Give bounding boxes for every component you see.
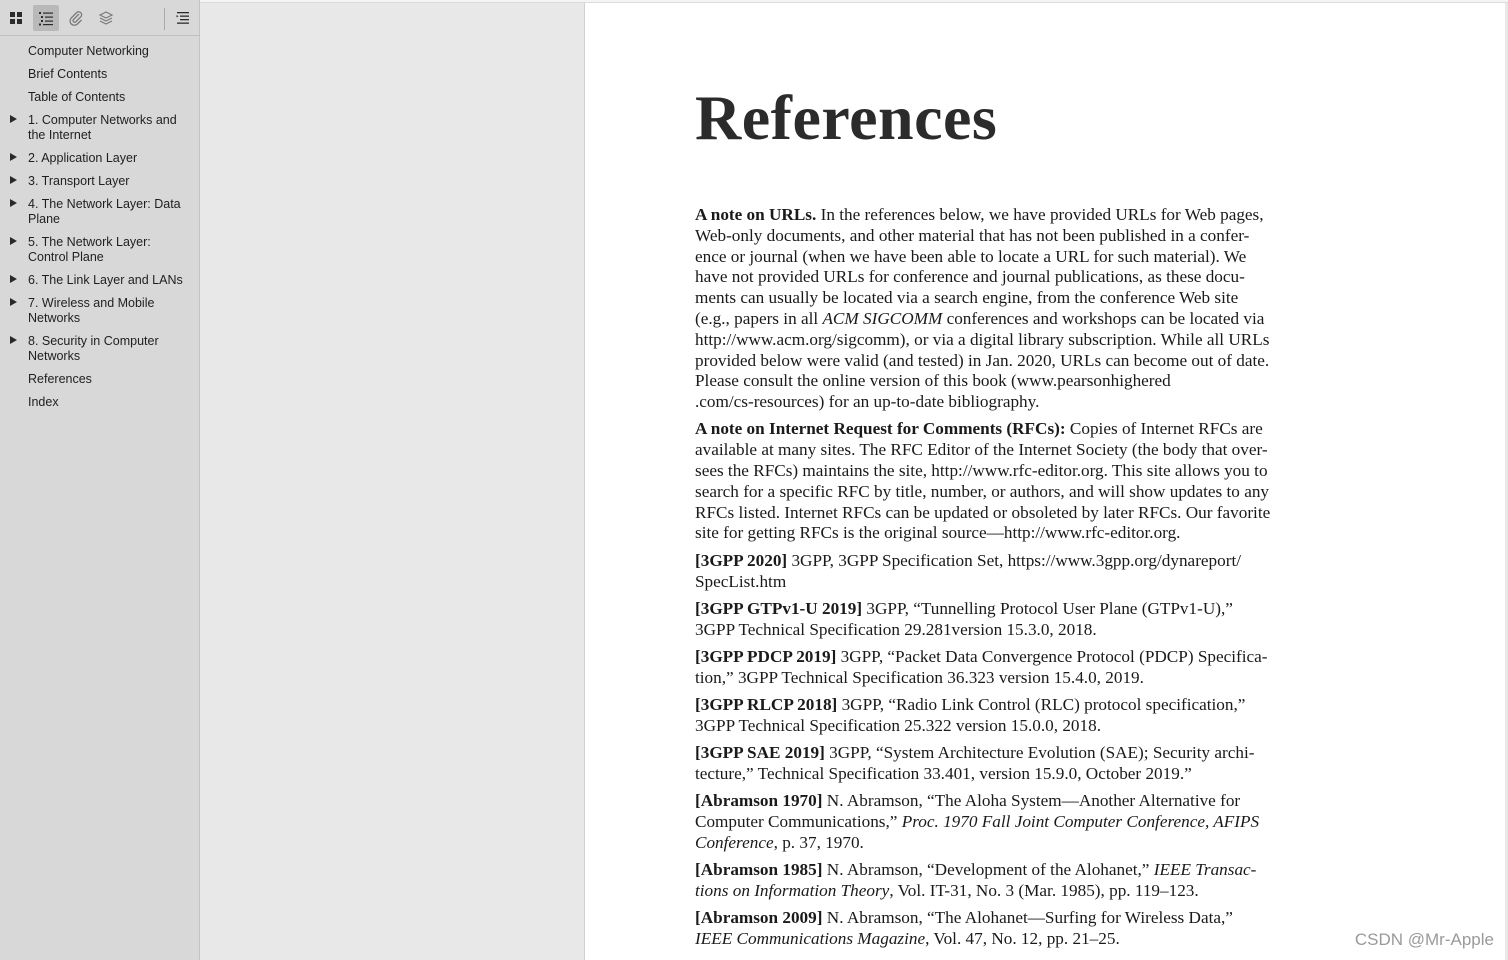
sidebar-toolbar — [0, 0, 199, 36]
outline-icon[interactable] — [33, 5, 59, 31]
expand-arrow-icon[interactable] — [10, 237, 17, 245]
reference-entry: [Abramson 1970] N. Abramson, “The Aloha System—Another Alternative for Computer Communications,” Proc. 1970 Fall Joint Computer Conference, AFIPS Conference, p. 37, 1970. — [695, 791, 1260, 852]
expand-arrow-icon[interactable] — [10, 176, 17, 184]
expand-arrow-icon[interactable] — [10, 153, 17, 161]
outline-item-chapter-2[interactable]: 2. Application Layer — [0, 147, 199, 170]
attachments-icon[interactable] — [63, 5, 89, 31]
toolbar-separator — [164, 8, 165, 30]
outline-item-chapter-5[interactable]: 5. The Network Layer: Control Plane — [0, 231, 199, 269]
page-title: References — [695, 82, 998, 153]
expand-arrow-icon[interactable] — [10, 199, 17, 207]
layers-icon[interactable] — [93, 5, 119, 31]
pdf-page — [584, 3, 1505, 960]
note-urls-paragraph: A note on URLs. In the references below, we have provided URLs for Web pages, Web-only documents, and other material that has not been published in a confer- ence or journal (when we have been able to locate a URL for such material). We have not provided URLs for conference and journal publications, as these docu- ments can usually be located via a search engine, from the conference Web site (e.g., papers in all ACM SIGCOMM conferences and workshops can be located via http://www.acm.org/sigcomm), or via a digital library subscription. While all URLs provided below were valid (and tested) in Jan. 2020, URLs can become out of date. Please consult the online version of this book (www.pearsonhighered .com/cs-resources) for an up-to-date bibliography. — [695, 205, 1270, 412]
reference-entry: [3GPP RLCP 2018] 3GPP, “Radio Link Control (RLC) protocol specification,” 3GPP Technical Specification 25.322 version 15.0.0, 2018. — [695, 695, 1246, 735]
reference-entry: [3GPP GTPv1-U 2019] 3GPP, “Tunnelling Protocol User Plane (GTPv1-U),” 3GPP Technical Specification 29.281version 15.3.0, 2018. — [695, 598, 1233, 639]
outline-item-chapter-3[interactable]: 3. Transport Layer — [0, 170, 199, 193]
reference-entry: [3GPP 2020] 3GPP, 3GPP Specification Set, https://www.3gpp.org/dynareport/ SpecList.htm — [695, 550, 1242, 591]
reference-entry: [Abramson 1985] N. Abramson, “Development of the Alohanet,” IEEE Transac- tions on Information Theory, Vol. IT-31, No. 3 (Mar. 1985), pp. 119–123. — [695, 860, 1257, 900]
outline-item-chapter-1[interactable]: 1. Computer Networks and the Internet — [0, 109, 199, 147]
reference-entry: [3GPP PDCP 2019] 3GPP, “Packet Data Convergence Protocol (PDCP) Specifica- tion,” 3GPP Technical Specification 36.323 version 15.4.0, 2019. — [695, 646, 1268, 687]
outline-item-computer-networking[interactable]: Computer Networking — [28, 44, 149, 58]
outline-item-references[interactable]: References — [28, 372, 92, 386]
expand-arrow-icon[interactable] — [10, 336, 17, 344]
outline-item-table-of-contents[interactable]: Table of Contents — [28, 90, 126, 104]
outline-item-index[interactable]: Index — [28, 395, 59, 409]
reference-entry: [3GPP SAE 2019] 3GPP, “System Architecture Evolution (SAE); Security archi- tecture,” Technical Specification 33.401, version 15.9.0, October 2019.” — [695, 743, 1255, 783]
outline-item-chapter-6[interactable]: 6. The Link Layer and LANs — [0, 269, 199, 292]
page-body — [695, 205, 1285, 956]
outline-item-chapter-4[interactable]: 4. The Network Layer: Data Plane — [0, 193, 199, 231]
expand-arrow-icon[interactable] — [10, 115, 17, 123]
note-rfcs-paragraph: A note on Internet Request for Comments (RFCs): Copies of Internet RFCs are available at many sites. The RFC Editor of the Internet Society (the body that over- sees the RFCs) maintains the site, http://www.rfc-editor.org. This site allows you to search for a specific RFC by title, number, or authors, and will show updates to any RFCs listed. Internet RFCs can be updated or obsoleted by later RFCs. Our favorite site for getting RFCs is the original source—http://www.rfc-editor.org. — [695, 419, 1271, 543]
sidebar — [0, 0, 200, 960]
reference-entry: [Abramson 2009] N. Abramson, “The Alohanet—Surfing for Wireless Data,” IEEE Communications Magazine, Vol. 47, No. 12, pp. 21–25. — [695, 908, 1233, 948]
watermark: CSDN @Mr-Apple — [1354, 930, 1494, 949]
expand-arrow-icon[interactable] — [10, 275, 17, 283]
find-in-outline-icon[interactable] — [170, 5, 196, 31]
outline-item-chapter-8[interactable]: 8. Security in Computer Networks — [0, 330, 199, 368]
outline-item-brief-contents[interactable]: Brief Contents — [28, 67, 108, 81]
expand-arrow-icon[interactable] — [10, 298, 17, 306]
outline-item-chapter-7[interactable]: 7. Wireless and Mobile Networks — [0, 292, 199, 330]
outline-tree — [0, 36, 199, 414]
thumbnails-icon[interactable] — [3, 5, 29, 31]
